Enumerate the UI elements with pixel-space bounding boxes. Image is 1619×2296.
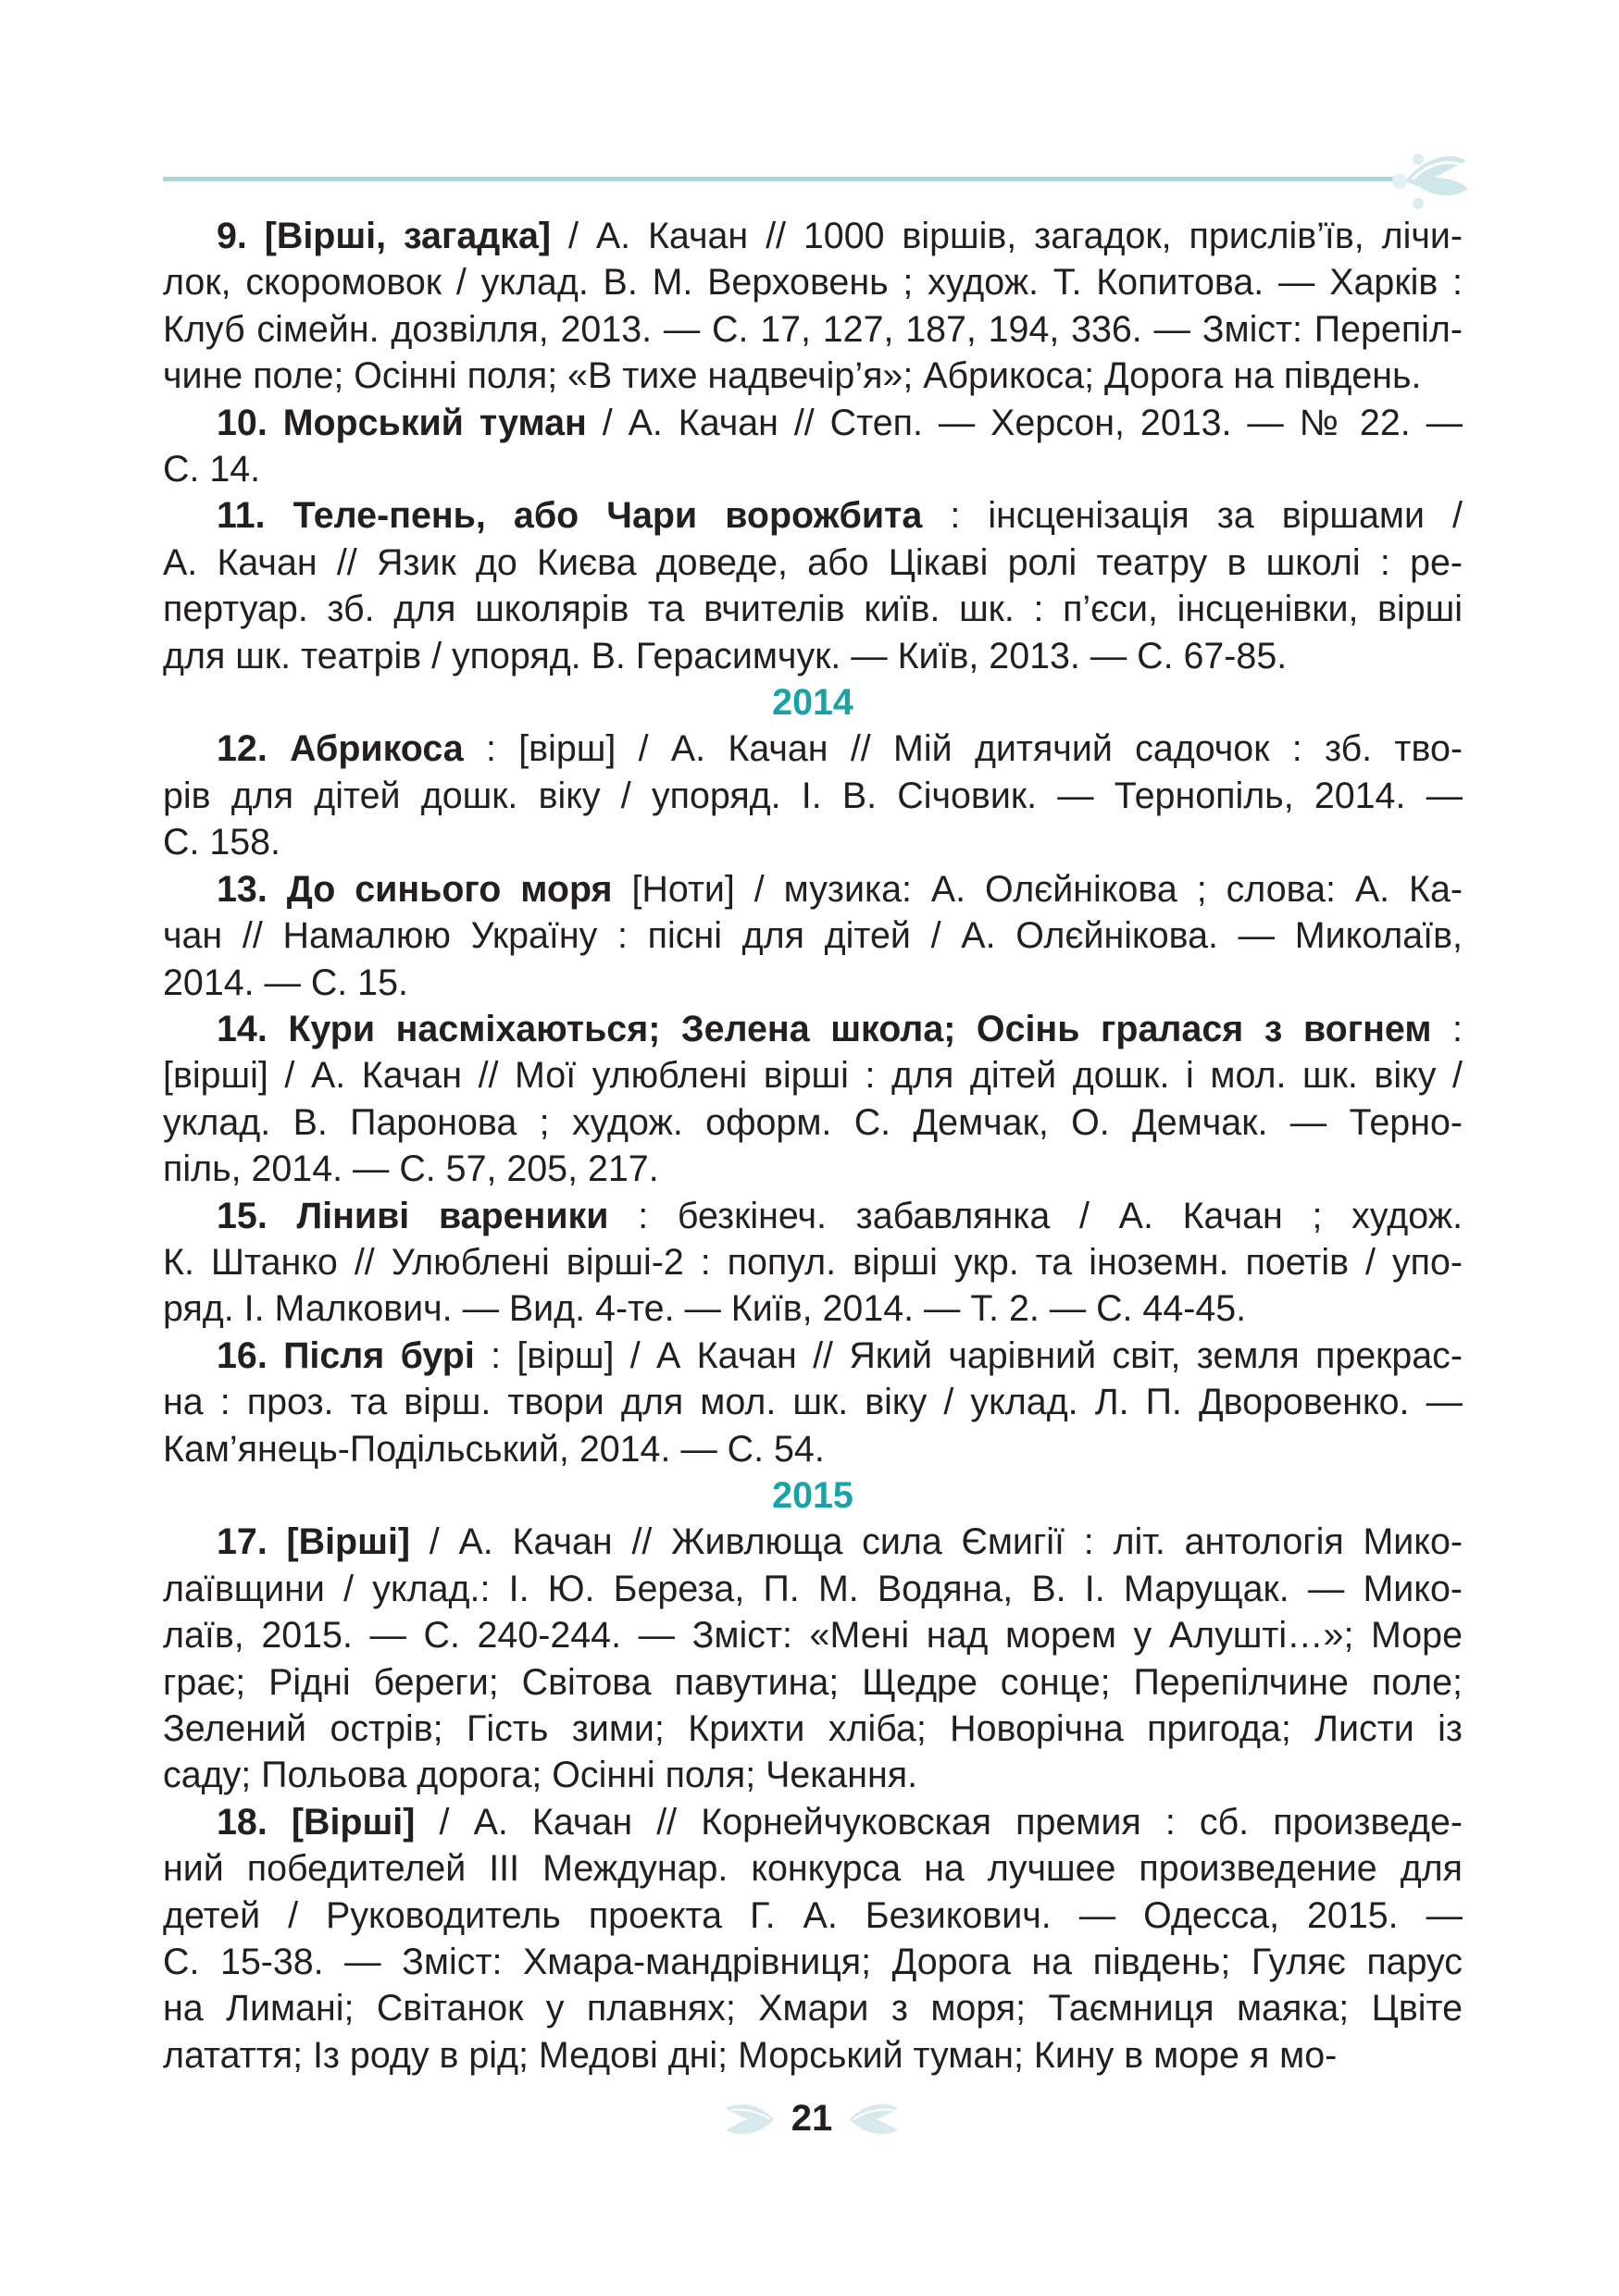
entry-line [163,1052,1463,1098]
bibliography-entry [163,1333,1463,1472]
entry-text: ний победителей III Междунар. конкурса на лучшее произведение для [163,1848,1463,1890]
entry-title: 12. Абрикоса [217,728,464,770]
entry-text: : безкінеч. забавлянка / А. Качан ; худож. [608,1195,1463,1236]
entry-line [163,1379,1463,1425]
entry-line [163,633,1463,679]
entry-line [163,1285,1463,1332]
entry-line [163,912,1463,959]
entry-text: / А. Качан // 1000 віршів, загадок, прислів’їв, лічи- [551,216,1463,256]
entry-text: грає; Рідні береги; Світова павутина; Щедре сонце; Перепілчине поле; [163,1661,1463,1703]
entry-text: 2014. — С. 15. [163,962,408,1003]
entry-line [163,306,1463,353]
bibliography-entry [163,1006,1463,1193]
bibliography-entry [163,1193,1463,1333]
entry-line [163,1659,1463,1706]
leaf-ornament-icon [848,2097,902,2141]
year-heading-2015: 2015 [772,1474,853,1516]
floral-ornament-icon [1377,141,1470,219]
entry-text: / А. Качан // Корнейчуковская премия : сб. произведе- [415,1801,1463,1843]
entry-text: саду; Польова дорога; Осінні поля; Чекання. [163,1755,918,1796]
entry-line [163,1426,1463,1472]
entry-text: лаїв, 2015. — С. 240-244. — Зміст: «Мені над морем у Алушті…»; Море [163,1615,1463,1657]
entry-line [163,586,1463,632]
entry-text: / А. Качан // Степ. — Херсон, 2013. — № 22. — [586,402,1463,443]
leaf-ornament-icon [722,2097,776,2141]
entry-text: Кам’янець-Подільський, 2014. — С. 54. [163,1428,825,1470]
entry-line [163,1706,1463,1752]
entry-line [163,353,1463,399]
entry-line [163,1146,1463,1192]
entry-line [163,1752,1463,1798]
entry-text: уклад. В. Паронова ; худож. оформ. С. Демчак, О. Демчак. — Терно- [163,1101,1463,1143]
entry-text: ряд. І. Малкович. — Вид. 4-те. — Київ, 2014. — Т. 2. — С. 44-45. [163,1288,1247,1330]
entry-title: 13. До синього моря [217,868,613,910]
entry-line [163,1799,1463,1845]
entry-text: лаївщини / уклад.: І. Ю. Береза, П. М. Водяна, В. І. Марущак. — Мико- [163,1568,1463,1609]
entry-line [163,960,1463,1006]
entry-text: К. Штанко // Улюблені вірші-2 : попул. вірші укр. та іноземн. поетів / упо- [163,1241,1463,1283]
entries-2015 [163,1519,1463,2079]
bibliography-entry [163,726,1463,865]
entry-title: 15. Ліниві вареники [217,1195,609,1236]
entry-text: [вірші] / А. Качан // Мої улюблені вірші : для дітей дошк. і мол. шк. віку / [163,1055,1463,1097]
entry-title: 18. [Вірші] [217,1801,416,1843]
entry-text: С. 15-38. — Зміст: Хмара-мандрівниця; Дорога на південь; Гуляє парус [163,1942,1463,1983]
entry-line [163,726,1463,772]
entry-text: для шк. театрів / упоряд. В. Герасимчук. — Київ, 2013. — С. 67-85. [163,635,1288,676]
entry-text: латаття; Із роду в рід; Медові дні; Морський туман; Кину в море я мо- [163,2034,1338,2076]
entry-text: : [1431,1008,1463,1049]
entry-text: лок, скоромовок / уклад. В. М. Верховень ; худож. Т. Копитова. — Харків : [163,262,1463,304]
page-number: 21 [791,2098,833,2139]
entry-line [163,773,1463,819]
entry-line [163,446,1463,492]
entry-line [163,866,1463,912]
entries-2013 [163,213,1463,679]
entry-line [163,1193,1463,1239]
entry-title: 9. [Вірші, загадка] [217,216,552,256]
entry-title: 10. Морський туман [217,402,587,443]
entry-text: : інсценізація за віршами / [922,495,1463,537]
entry-line [163,213,1463,259]
entry-line [163,1006,1463,1052]
bibliography-entry [163,866,1463,1006]
entry-title: 14. Кури насміхаються; Зелена школа; Осінь гралася з вогнем [217,1008,1432,1049]
bibliography-entry [163,1799,1463,2079]
entry-text: С. 14. [163,449,261,490]
entry-text: : [вірш] / А. Качан // Мій дитячий садочок : зб. тво- [463,728,1463,770]
bibliography-list [163,213,1463,2079]
entry-line [163,1612,1463,1658]
entry-line [163,400,1463,446]
entry-line [163,1845,1463,1892]
entry-title: 17. [Вірші] [217,1521,411,1563]
header-rule [163,177,1403,181]
entry-line [163,259,1463,305]
entry-text: / А. Качан // Живлюща сила Ємигії : літ. антологія Мико- [410,1521,1463,1563]
entry-text: Зелений острів; Гість зими; Крихти хліба; Новорічна пригода; Листи із [163,1708,1463,1749]
entry-text: детей / Руководитель проекта Г. А. Безикович. — Одесса, 2015. — [163,1894,1463,1936]
bibliography-entry [163,213,1463,400]
entry-line [163,540,1463,586]
entry-text: Клуб сімейн. дозвілля, 2013. — С. 17, 127, 187, 194, 336. — Зміст: Перепіл- [163,308,1463,350]
entry-line [163,1099,1463,1146]
entry-line [163,1939,1463,1985]
entry-text: А. Качан // Язик до Києва доведе, або Цікаві ролі театру в школі : ре- [163,541,1463,583]
entry-line [163,819,1463,865]
entry-text: С. 158. [163,822,281,863]
entry-text: на : проз. та вірш. твори для мол. шк. віку / уклад. Л. П. Дворовенко. — [163,1382,1463,1423]
entry-line [163,1985,1463,2031]
entry-line [163,1893,1463,1939]
entry-line [163,2032,1463,2079]
entry-line [163,1239,1463,1285]
bibliography-entry [163,1519,1463,1798]
entry-text: : [вірш] / А Качан // Який чарівний світ, земля прекрас- [474,1334,1463,1376]
entry-title: 11. Теле-пень, або Чари ворожбита [217,495,923,537]
entries-2014 [163,726,1463,1472]
entry-text: [Ноти] / музика: А. Олєйнікова ; слова: А. Ка- [612,868,1463,910]
entry-line [163,1333,1463,1379]
bibliography-entry [163,492,1463,679]
entry-text: чан // Намалюю Україну : пісні для дітей / А. Олєйнікова. — Миколаїв, [163,915,1463,957]
entry-line [163,1566,1463,1612]
entry-text: рів для дітей дошк. віку / упоряд. І. В. Січовик. — Тернопіль, 2014. — [163,775,1463,816]
bibliography-entry [163,400,1463,493]
entry-line [163,1519,1463,1565]
entry-title: 16. Після бурі [217,1334,475,1376]
entry-text: чине поле; Осінні поля; «В тихе надвечір’я»; Абрикоса; Дорога на південь. [163,355,1422,397]
entry-text: піль, 2014. — С. 57, 205, 217. [163,1148,659,1190]
entry-text: на Лимані; Світанок у плавнях; Хмари з моря; Таємниця маяка; Цвіте [163,1988,1463,2029]
entry-line [163,492,1463,539]
year-heading-2014: 2014 [772,682,853,724]
entry-text: пертуар. зб. для школярів та вчителів київ. шк. : п’єси, інсценівки, вірші [163,589,1463,630]
